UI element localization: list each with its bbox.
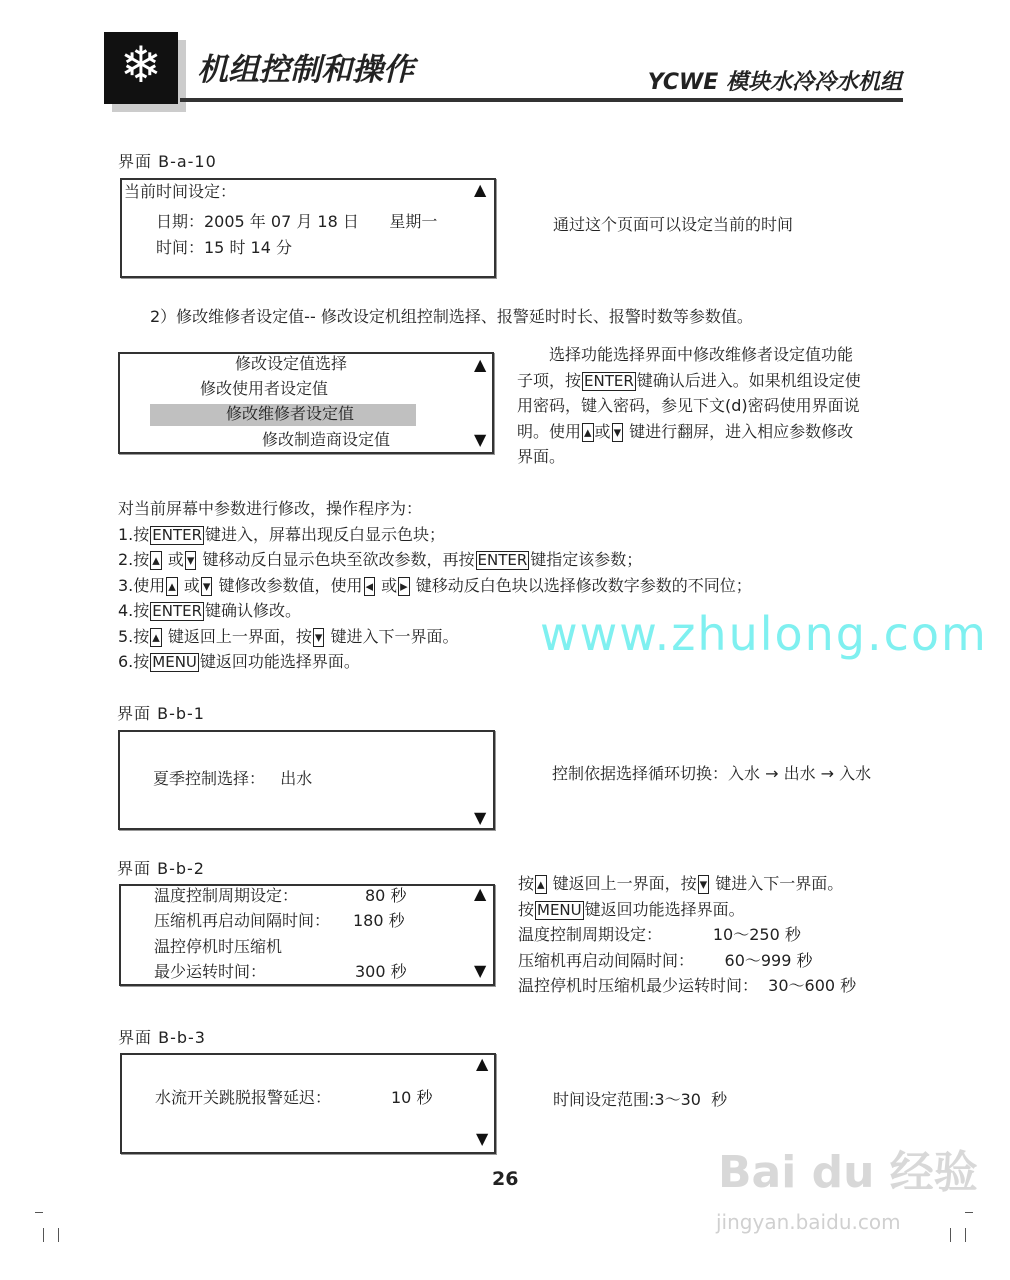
- text-line: [118, 652, 360, 672]
- up-arrow-icon: ▲: [474, 355, 487, 374]
- screen-label-bb3: 界面 B-b-3: [118, 1028, 206, 1047]
- key-menu: MENU: [152, 653, 197, 671]
- text-line: [517, 422, 853, 442]
- text-segment: 键进入下一界面。: [325, 626, 459, 646]
- text-segment: 或: [594, 421, 611, 441]
- key-enter: ENTER: [152, 602, 203, 620]
- text-segment: 按: [518, 874, 535, 893]
- crop-mark: [43, 1228, 44, 1242]
- text-segment: 压缩机再启动间隔时间： 60～999 秒: [518, 950, 813, 970]
- text-segment: 键返回上一界面，按: [162, 626, 312, 646]
- text-line: [518, 900, 745, 920]
- text-line: [118, 499, 422, 519]
- text-segment: 或: [178, 575, 200, 595]
- param-value[interactable]: 80 秒: [365, 886, 407, 905]
- text-segment: 键进入下一界面。: [710, 874, 844, 893]
- key-menu: MENU: [537, 900, 582, 919]
- up-arrow-icon: ▲: [476, 1054, 489, 1073]
- screen-line: 时间：15 时 14 分: [156, 238, 292, 257]
- text-segment: 键指定该参数；: [530, 550, 643, 569]
- key-enter: ENTER: [152, 525, 203, 544]
- text-segment: 键进行翻屏，进入相应参数修改: [624, 421, 854, 441]
- text-line: [518, 925, 801, 945]
- menu-item-manufacturer[interactable]: 修改制造商设定值: [262, 430, 391, 449]
- param-label: 水流开关跳脱报警延迟：: [155, 1088, 332, 1107]
- param-value[interactable]: 180 秒: [353, 911, 405, 930]
- menu-item-maintainer[interactable]: 修改维修者设定值: [226, 404, 355, 423]
- note-text: 时间设定范围:3～30 秒: [553, 1090, 728, 1109]
- menu-title: 修改设定值选择: [235, 354, 348, 373]
- snowflake-icon: ❄: [104, 32, 178, 104]
- crop-mark: [965, 1212, 973, 1213]
- text-segment: 温度控制周期设定： 10～250 秒: [518, 925, 801, 944]
- text-line: [518, 874, 843, 894]
- text-segment: 2.按: [118, 550, 150, 569]
- section-intro: 2）修改维修者设定值-- 修改设定机组控制选择、报警延时时长、报警时数等参数值。: [150, 307, 753, 326]
- text-segment: 5.按: [118, 626, 150, 646]
- key-enter: ENTER: [477, 551, 528, 569]
- param-label: 最少运转时间：: [154, 962, 267, 981]
- header-rule: [180, 98, 903, 102]
- text-segment: 按: [518, 899, 535, 919]
- note-text: 控制依据选择循环切换：入水 → 出水 → 入水: [552, 764, 872, 783]
- text-segment: 键移动反白显示色块至欲改参数，再按: [197, 550, 475, 569]
- baidu-watermark: Bai du 经验: [718, 1147, 978, 1198]
- text-segment: 选择功能选择界面中修改维修者设定值功能: [517, 345, 854, 364]
- crop-mark: [58, 1228, 59, 1242]
- crop-mark: [965, 1228, 966, 1242]
- screen-label-bb1: 界面 B-b-1: [117, 704, 205, 723]
- text-segment: 1.按: [118, 524, 150, 544]
- key-right-icon: ▸: [400, 576, 408, 595]
- text-segment: 或: [162, 550, 184, 569]
- text-segment: 键移动反白色块以选择修改数字参数的不同位；: [410, 575, 752, 595]
- key-down-icon: ▾: [613, 422, 622, 441]
- text-line: [118, 550, 642, 570]
- text-line: [518, 951, 813, 971]
- down-arrow-icon: ▼: [476, 1129, 489, 1148]
- param-label: 温控停机时压缩机: [154, 937, 283, 956]
- down-arrow-icon: ▼: [474, 961, 487, 980]
- screen-label-ba10: 界面 B-a-10: [118, 152, 217, 171]
- down-arrow-icon: ▼: [474, 430, 487, 449]
- crop-mark: [35, 1212, 43, 1213]
- text-segment: 键返回功能选择界面。: [584, 899, 745, 919]
- text-segment: 3.使用: [118, 575, 166, 595]
- text-segment: 键修改参数值，使用: [213, 575, 363, 595]
- text-line: [118, 576, 752, 596]
- key-up-icon: ▴: [152, 551, 160, 569]
- up-arrow-icon: ▲: [474, 180, 487, 199]
- text-segment: 或: [376, 575, 398, 595]
- text-segment: 明。使用: [517, 421, 582, 441]
- text-segment: 键进入，屏幕出现反白显示色块；: [205, 524, 446, 544]
- text-line: [118, 601, 301, 621]
- screen-line: 当前时间设定：: [124, 182, 237, 201]
- param-label: 压缩机再启动间隔时间：: [154, 911, 331, 930]
- page-title: 机组控制和操作: [197, 52, 414, 88]
- key-up-icon: ▴: [152, 627, 160, 646]
- text-segment: 用密码，键入密码，参见下文(d)密码使用界面说: [517, 396, 860, 415]
- text-line: [517, 371, 861, 391]
- param-value[interactable]: 10 秒: [391, 1088, 433, 1107]
- text-segment: 键返回上一界面，按: [547, 874, 697, 893]
- key-up-icon: ▴: [584, 422, 592, 441]
- text-line: [517, 396, 860, 416]
- text-segment: 界面。: [517, 447, 566, 466]
- param-label: 温度控制周期设定：: [154, 886, 299, 905]
- crop-mark: [950, 1228, 951, 1242]
- text-line: [118, 525, 445, 545]
- key-down-icon: ▾: [699, 875, 708, 893]
- key-left-icon: ◂: [365, 576, 374, 595]
- menu-item-user[interactable]: 修改使用者设定值: [200, 379, 329, 398]
- text-segment: 键返回功能选择界面。: [199, 652, 360, 671]
- screen-label-bb2: 界面 B-b-2: [117, 859, 205, 878]
- up-arrow-icon: ▲: [474, 884, 487, 903]
- text-segment: 子项，按: [517, 370, 582, 390]
- page-number: 26: [492, 1168, 519, 1190]
- key-up-icon: ▴: [537, 875, 545, 893]
- text-line: [517, 345, 853, 365]
- screen-line: 日期：2005 年 07 月 18 日 星期一: [156, 212, 438, 231]
- key-down-icon: ▾: [202, 576, 211, 595]
- site-watermark: www.zhulong.com: [540, 607, 988, 661]
- text-segment: 对当前屏幕中参数进行修改，操作程序为：: [118, 499, 423, 518]
- text-segment: 6.按: [118, 652, 150, 671]
- key-down-icon: ▾: [186, 551, 195, 569]
- product-name: YCWE 模块水冷冷水机组: [647, 70, 902, 95]
- baidu-watermark-url: jingyan.baidu.com: [716, 1210, 901, 1234]
- text-segment: 4.按: [118, 601, 150, 620]
- text-line: [517, 447, 565, 467]
- text-segment: 键确认后进入。如果机组设定使: [636, 370, 861, 390]
- down-arrow-icon: ▼: [474, 808, 487, 827]
- key-enter: ENTER: [584, 371, 634, 390]
- key-up-icon: ▴: [168, 576, 176, 595]
- text-line: [118, 627, 459, 647]
- note-text: 通过这个页面可以设定当前的时间: [553, 215, 794, 234]
- text-line: [518, 976, 856, 996]
- text-segment: 温控停机时压缩机最少运转时间： 30～600 秒: [518, 976, 857, 995]
- text-segment: 键确认修改。: [205, 601, 302, 620]
- param-value[interactable]: 300 秒: [355, 962, 407, 981]
- key-down-icon: ▾: [314, 627, 323, 646]
- screen-line: 夏季控制选择： 出水: [153, 769, 313, 788]
